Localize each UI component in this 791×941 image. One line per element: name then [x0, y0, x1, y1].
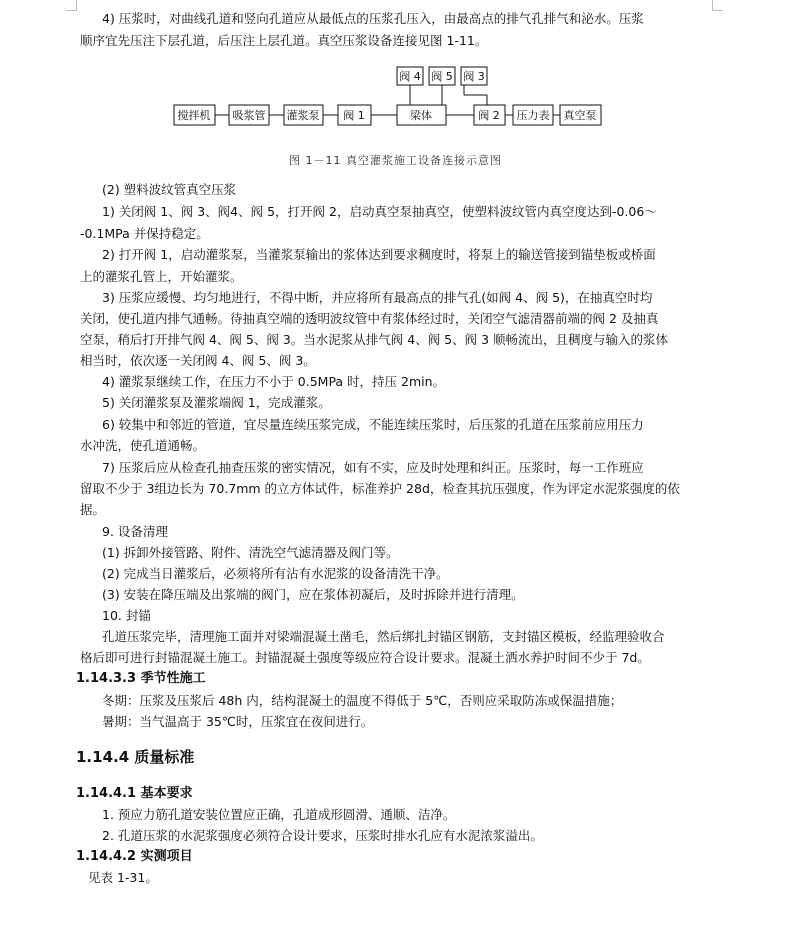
paragraph-line: 暑期：当气温高于 35℃时，压浆宜在夜间进行。	[102, 714, 374, 729]
suction-pipe-label: 吸浆管	[232, 109, 266, 122]
paragraph-line: 4) 灌浆泵继续工作，在压力不小于 0.5MPa 时，持压 2min。	[102, 374, 446, 389]
figure-caption: 图 1－11 真空灌浆施工设备连接示意图	[289, 154, 502, 167]
subheading: (2) 塑料波纹管真空压浆	[102, 182, 237, 197]
paragraph-line: 顺序宜先压注下层孔道，后压注上层孔道。真空压浆设备连接见图 1-11。	[80, 33, 488, 48]
paragraph-line: 1) 关闭阀 1、阀 3、阀4、阀 5，打开阀 2，启动真空泵抽真空，使塑料波纹管内真空度达到-0.06～	[102, 204, 657, 219]
paragraph-line: 7) 压浆后应从检查孔抽查压浆的密实情况，如有不实，应及时处理和纠正。压浆时，每一工作班应	[102, 460, 644, 475]
grout-pump-label: 灌浆泵	[286, 109, 320, 122]
paragraph-line: 2) 打开阀 1，启动灌浆泵，当灌浆泵输出的浆体达到要求稠度时，将泵上的输送管接到锚垫板或桥面	[102, 247, 656, 262]
paragraph-line: (1) 拆卸外接管路、附件、清洗空气滤清器及阀门等。	[102, 545, 399, 560]
paragraph-line: 2. 孔道压浆的水泥浆强度必须符合设计要求，压浆时排水孔应有水泥浓浆溢出。	[102, 828, 543, 843]
paragraph-line: 上的灌浆孔管上，开始灌浆。	[80, 269, 243, 284]
valve-5-label: 阀 5	[431, 70, 453, 83]
paragraph-line: 空泵，稍后打开排气阀 4、阀 5、阀 3。当水泥浆从排气阀 4、阀 5、阀 3 顺畅流出，且稠度与输入的浆体	[80, 332, 669, 347]
paragraph-line: 相当时，依次逐一关闭阀 4、阀 5、阀 3。	[80, 353, 316, 368]
paragraph-line: 据。	[80, 502, 106, 517]
paragraph-line: 见表 1-31。	[88, 870, 158, 885]
paragraph-line: 4) 压浆时，对曲线孔道和竖向孔道应从最低点的压浆孔压入，由最高点的排气孔排气和泌水。压浆	[102, 11, 644, 26]
section-heading: 1.14.3.3 季节性施工	[76, 671, 206, 686]
subheading: 10. 封锚	[102, 608, 151, 623]
page-corner-mark	[712, 0, 723, 11]
page-corner-mark	[66, 0, 77, 11]
vacuum-pump-label: 真空泵	[563, 109, 597, 122]
paragraph-line: 孔道压浆完毕，清理施工面并对梁端混凝土凿毛，然后绑扎封锚区钢筋，支封锚区模板，经监理验收合	[102, 629, 665, 644]
valve-2-label: 阀 2	[478, 109, 500, 122]
paragraph-line: 6) 较集中和邻近的管道，宜尽量连续压浆完成，不能连续压浆时，后压浆的孔道在压浆前应用压力	[102, 417, 644, 432]
paragraph-line: (2) 完成当日灌浆后，必须将所有沾有水泥浆的设备清洗干净。	[102, 566, 449, 581]
mixer-label: 搅拌机	[177, 109, 211, 122]
paragraph-line: 关闭，使孔道内排气通畅。待抽真空端的透明波纹管中有浆体经过时，关闭空气滤清器前端的阀 2 及抽真	[80, 311, 659, 326]
section-heading: 1.14.4.2 实测项目	[76, 849, 193, 864]
valve-1-label: 阀 1	[343, 109, 365, 122]
paragraph-line: -0.1MPa 并保持稳定。	[80, 226, 209, 241]
subheading: 9. 设备清理	[102, 524, 168, 539]
paragraph-line: 3) 压浆应缓慢、均匀地进行，不得中断，并应将所有最高点的排气孔(如阀 4、阀 5)，在抽真空时均	[102, 290, 653, 305]
paragraph-line: 冬期：压浆及压浆后 48h 内，结构混凝土的温度不得低于 5℃，否则应采取防冻或保温措施；	[102, 693, 623, 708]
paragraph-line: 5) 关闭灌浆泵及灌浆端阀 1，完成灌浆。	[102, 395, 331, 410]
equipment-connection-diagram	[0, 62, 791, 162]
paragraph-line: 留取不少于 3组边长为 70.7mm 的立方体试件，标准养护 28d，检查其抗压强度，作为评定水泥浆强度的依	[80, 481, 680, 496]
valve-3-label: 阀 3	[463, 70, 485, 83]
paragraph-line: 1. 预应力筋孔道安装位置应正确，孔道成形圆滑、通顺、洁净。	[102, 807, 456, 822]
section-heading: 1.14.4.1 基本要求	[76, 786, 193, 801]
paragraph-line: 水冲洗，使孔道通畅。	[80, 438, 206, 453]
pressure-gauge-label: 压力表	[516, 109, 550, 122]
beam-label: 梁体	[410, 109, 432, 122]
paragraph-line: 格后即可进行封锚混凝土施工。封锚混凝土强度等级应符合设计要求。混凝土洒水养护时间不少于 7d。	[80, 650, 650, 665]
paragraph-line: (3) 安装在降压端及出浆端的阀门，应在浆体初凝后，及时拆除并进行清理。	[102, 587, 524, 602]
section-heading: 1.14.4 质量标准	[76, 748, 195, 766]
valve-4-label: 阀 4	[399, 70, 421, 83]
